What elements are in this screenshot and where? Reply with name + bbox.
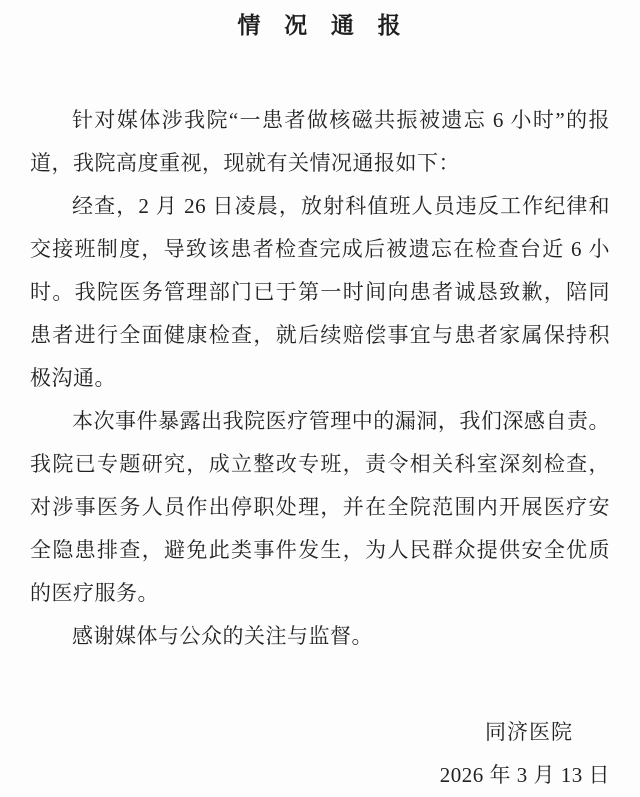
notice-paragraph-measures: 本次事件暴露出我院医疗管理中的漏洞，我们深感自责。我院已专题研究，成立整改专班，责令相关科室深刻检查，对涉事医务人员作出停职处理，并在全院范围内开展医疗安全隐患排查，避免此类事件发生，为人民群众提供安全优质的医疗服务。 [30,409,610,605]
notice-paragraph-intro: 针对媒体涉我院“一患者做核磁共振被遗忘 6 小时”的报道，我院高度重视，现就有关情况通报如下： [30,108,610,175]
signature-organization: 同济医院 [485,720,573,744]
notice-title: 情 况 通 报 [237,13,403,38]
notice-paragraph-thanks: 感谢媒体与公众的关注与监督。 [72,624,373,648]
notice-body [30,99,610,658]
signature-block [30,711,610,797]
notice-paragraph-findings: 经查，2 月 26 日凌晨，放射科值班人员违反工作纪律和交接班制度，导致该患者检查完成后被遗忘在检查台近 6 小时。我院医务管理部门已于第一时间向患者诚恳致歉，陪同患者进行全面健康检查，就后续赔偿事宜与患者家属保持积极沟通。 [30,194,610,390]
notice-document [0,9,640,787]
signature-date: 2026 年 3 月 13 日 [439,763,610,787]
